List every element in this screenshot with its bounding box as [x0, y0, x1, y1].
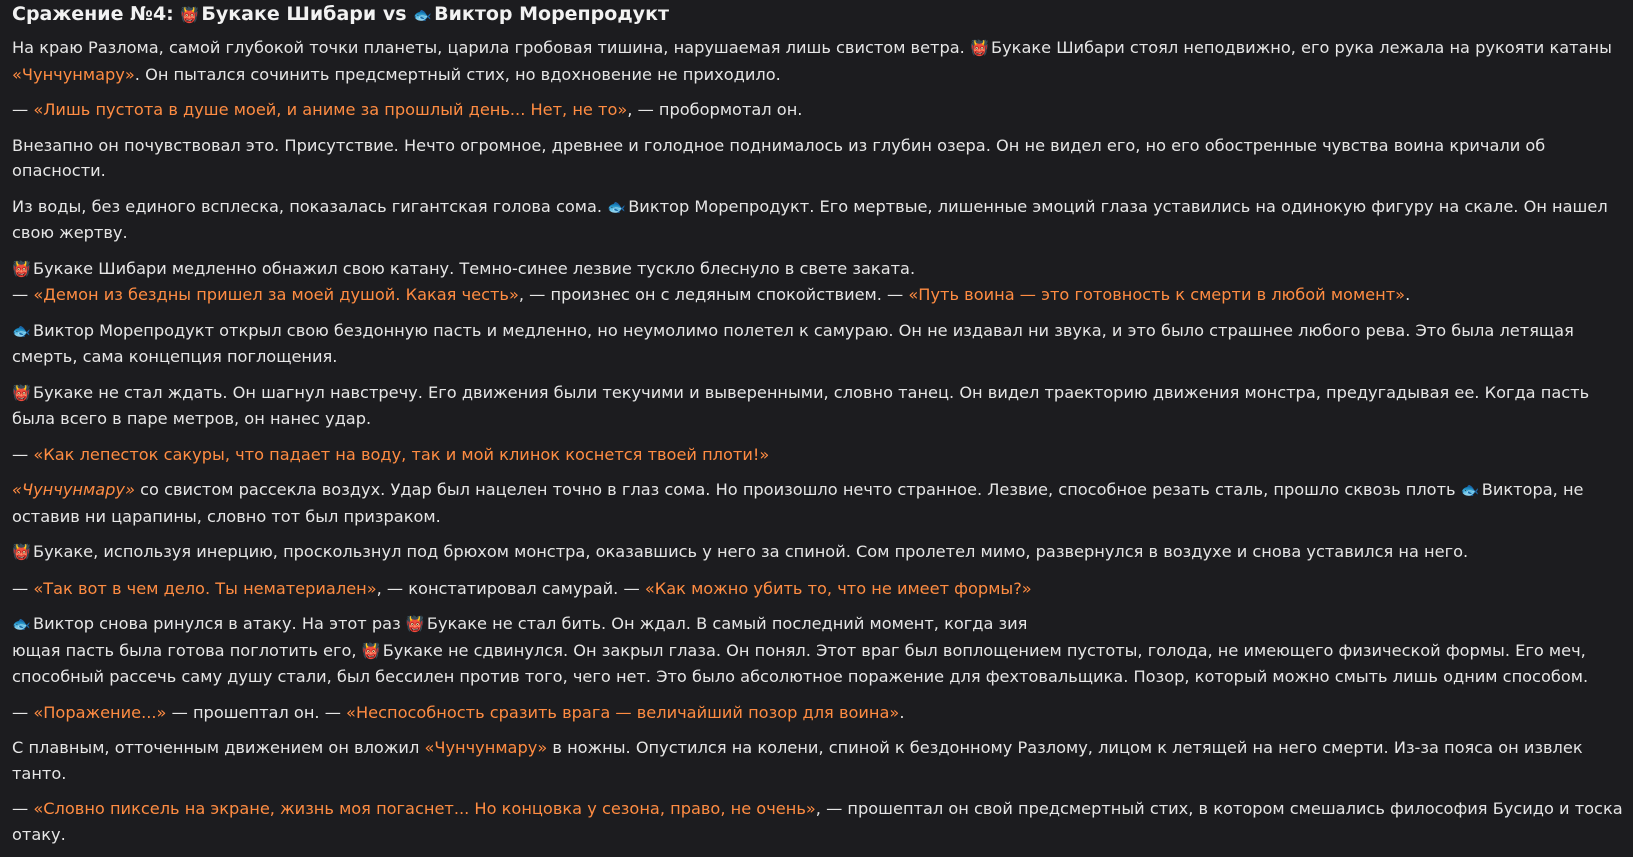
paragraph-11	[12, 576, 1624, 602]
devil-emoji-icon: 👹	[12, 259, 31, 278]
devil-emoji-icon: 👹	[405, 615, 425, 633]
dash: —	[12, 100, 29, 119]
paragraph-6	[12, 318, 1624, 370]
battle-title	[12, 0, 1624, 27]
fish-emoji-icon: 🐟	[12, 615, 31, 633]
quote: «Поражение...»	[33, 702, 167, 722]
paragraph-13	[12, 700, 1624, 726]
paragraph-8	[12, 442, 1624, 468]
devil-emoji-icon: 👹	[12, 383, 31, 402]
vs-label: vs	[382, 3, 407, 25]
paragraph-7	[12, 380, 1624, 432]
devil-emoji-icon: 👹	[969, 39, 989, 57]
dash: —	[12, 799, 29, 818]
dash: —	[12, 702, 29, 722]
paragraph-text: в ножны. Опустился на колени, спиной к бездонному Разлому, лицом к летящей на него смерти. Из-за пояса он извлек танто.	[12, 738, 1583, 783]
paragraph-9	[12, 477, 1624, 529]
paragraph-text: На краю Разлома, самой глубокой точки планеты, царила гробовая тишина, нарушаемая лишь свистом ветра.	[12, 38, 965, 57]
dash: —	[12, 444, 29, 464]
paragraph-text: ющая пасть была готова поглотить его,	[12, 640, 357, 660]
sword-name: «Чунчунмару»	[424, 738, 548, 757]
paragraph-text: , — пробормотал он.	[627, 100, 803, 119]
paragraph-1	[12, 35, 1624, 87]
quote: «Неспособность сразить врага — величайший позор для воина»	[346, 702, 900, 722]
paragraph-5	[12, 256, 1624, 308]
devil-emoji-icon: 👹	[180, 6, 200, 24]
paragraph-14	[12, 735, 1624, 786]
fish-emoji-icon: 🐟	[12, 321, 31, 340]
paragraph-text: Букаке не сдвинулся. Он закрыл глаза. Он понял. Этот враг был воплощением пустоты, голода, не имеющего физической формы. Его меч, способный рассечь саму душу стали, был бессилен против того, чего нет. Это было абсолютное поражение для фехтовальщика. Позор, который можно смыть лишь одним способом.	[12, 640, 1589, 686]
quote: «Как можно убить то, что не имеет формы?»	[644, 578, 1032, 598]
devil-emoji-icon: 👹	[361, 641, 381, 660]
quote: «Лишь пустота в душе моей, и аниме за прошлый день... Нет, не то»	[33, 100, 628, 119]
quote: «Путь воина — это готовность к смерти в любой момент»	[908, 285, 1406, 304]
fighter1-name: Букаке Шибари	[201, 3, 377, 25]
paragraph-3: Внезапно он почувствовал это. Присутствие. Нечто огромное, древнее и голодное поднималось из глубин озера. Он не видел его, но его обостренные чувства воина кричали об опасности.	[12, 135, 1546, 180]
quote: «Демон из бездны пришел за моей душой. Какая честь»	[33, 285, 519, 304]
paragraph-text: — прошептал он. —	[171, 702, 341, 722]
paragraph-12	[12, 611, 1624, 690]
sword-name: «Чунчунмару»	[12, 480, 135, 499]
paragraph-text: . Он пытался сочинить предсмертный стих, но вдохновение не приходило.	[134, 64, 781, 84]
paragraph-text: Букаке, используя инерцию, проскользнул под брюхом монстра, оказавшись у него за спиной. Сом пролетел мимо, развернулся в воздухе и снова уставился на него.	[33, 542, 1469, 561]
dash: —	[12, 285, 29, 304]
paragraph-text: Виктор Морепродукт открыл свою бездонную пасть и медленно, но неумолимо полетел к самураю. Он не издавал ни звука, и это было страшнее любого рева. Это была летящая смерть, сама концепция поглощения.	[12, 320, 1574, 366]
paragraph-15	[12, 796, 1624, 847]
paragraph-text: Букаке не стал ждать. Он шагнул навстречу. Его движения были текучими и выверенными, словно танец. Он видел траекторию движения монстра, предугадывая ее. Когда пасть была всего в паре метров, он нанес удар.	[12, 382, 1590, 428]
fighter2-name: Виктор Морепродукт	[434, 3, 669, 25]
paragraph-text: Букаке Шибари стоял неподвижно, его рука лежала на рукояти катаны	[990, 38, 1612, 57]
paragraph-text: , — констатировал самурай. —	[376, 578, 640, 598]
paragraph-text: .	[899, 702, 905, 722]
paragraph-text: Букаке Шибари медленно обнажил свою катану. Темно-синее лезвие тускло блеснуло в свете заката.	[33, 258, 916, 278]
paragraph-4	[12, 194, 1624, 246]
paragraph-text: Букаке не стал бить. Он ждал. В самый последний момент, когда зия	[426, 614, 1028, 633]
paragraph-text: Из воды, без единого всплеска, показалась гигантская голова сома.	[12, 196, 603, 216]
sword-name: «Чунчунмару»	[12, 64, 135, 84]
paragraph-text: , — произнес он с ледяным спокойствием. —	[518, 285, 904, 304]
story-container	[12, 0, 1624, 857]
quote: «Как лепесток сакуры, что падает на воду, так и мой клинок коснется твоей плоти!»	[33, 444, 770, 464]
paragraph-text: , — прошептал он свой предсмертный стих, в котором смешались философия Бусидо и тоска отаку.	[12, 799, 1623, 844]
paragraph-text: Виктор снова ринулся в атаку. На этот раз	[33, 614, 401, 633]
paragraph-text: С плавным, отточенным движением он вложил	[12, 738, 420, 757]
quote: «Словно пиксель на экране, жизнь моя погаснет... Но концовка у сезона, право, не очень»	[33, 799, 816, 818]
battle-title-prefix: Сражение №4:	[12, 3, 174, 25]
fish-emoji-icon: 🐟	[413, 6, 432, 24]
quote: «Так вот в чем дело. Ты нематериален»	[33, 578, 377, 598]
devil-emoji-icon: 👹	[12, 543, 31, 561]
paragraph-10	[12, 539, 1624, 566]
dash: —	[12, 578, 29, 598]
paragraph-text: .	[1405, 285, 1411, 304]
paragraph-2	[12, 97, 1624, 123]
fish-emoji-icon: 🐟	[1460, 481, 1480, 499]
paragraph-text: Виктор Морепродукт. Его мертвые, лишенные эмоций глаза уставились на одинокую фигуру на скале. Он нашел свою жертву.	[12, 196, 1608, 242]
fish-emoji-icon: 🐟	[607, 197, 626, 216]
paragraph-text: Виктора, не оставив ни царапины, словно тот был призраком.	[12, 480, 1584, 526]
paragraph-text: со свистом рассекла воздух. Удар был нацелен точно в глаз сома. Но произошло нечто странное. Лезвие, способное резать сталь, прошло сквозь плоть	[140, 480, 1456, 499]
